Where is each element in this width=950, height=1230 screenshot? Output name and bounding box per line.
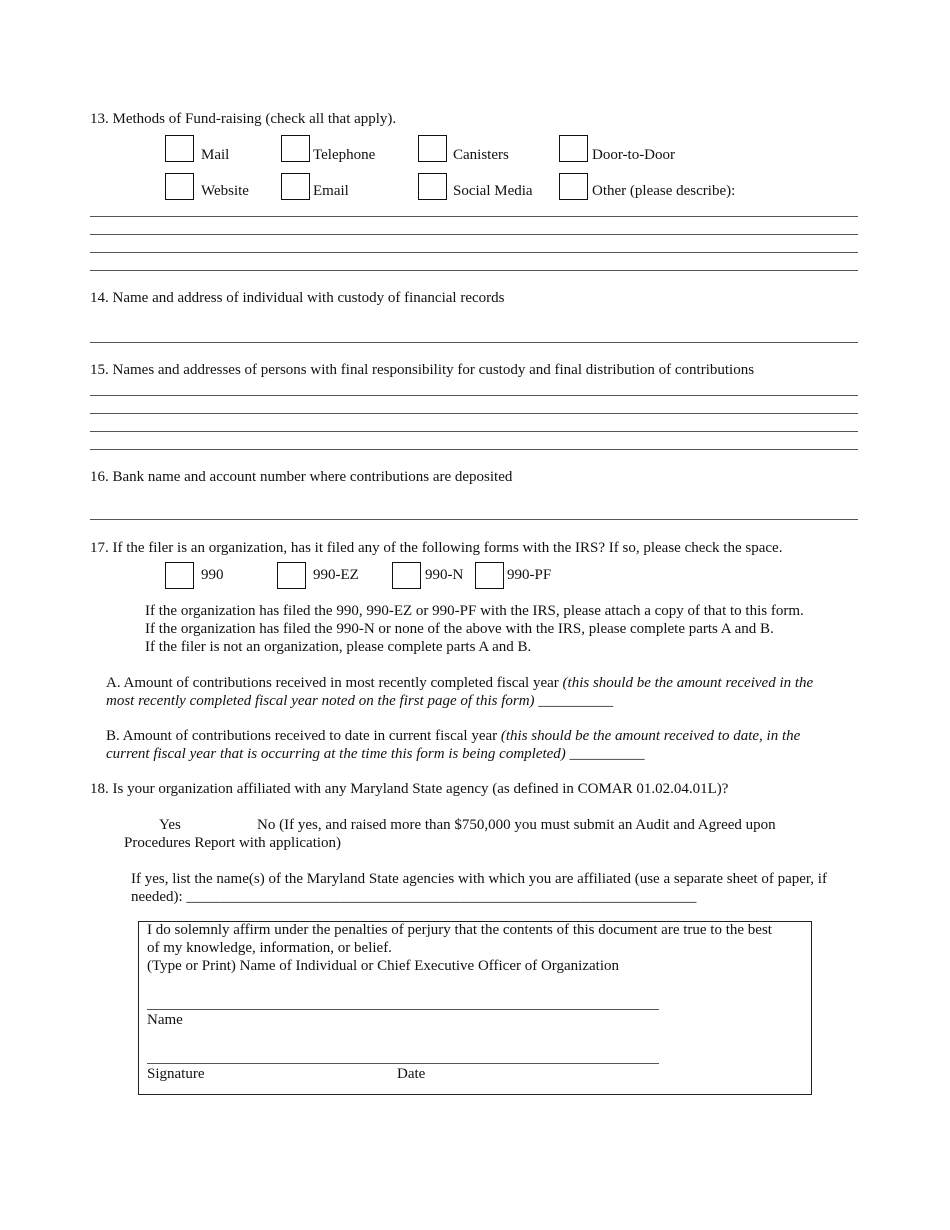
yes-option[interactable]: Yes [159,817,181,833]
website-label: Website [201,183,249,199]
form-990-checkbox[interactable] [165,562,194,589]
part-b-amount-blank[interactable]: __________ [565,746,645,762]
name-label: Name [147,1012,183,1028]
other-checkbox[interactable] [559,173,588,200]
q17-note: If the filer is not an organization, please complete parts A and B. [145,639,532,655]
q18-list-instruction: If yes, list the name(s) of the Maryland State agencies with which you are affiliated (use a separate sheet of paper, if [131,871,827,887]
signature-line[interactable] [147,1063,659,1064]
form-990-pf-label: 990-PF [507,567,552,583]
mail-label: Mail [201,147,230,163]
q13-answer-line[interactable] [90,216,858,217]
social-media-label: Social Media [453,183,533,199]
part-b-text: B. Amount of contributions received to date in current fiscal year [106,728,501,744]
part-b-line2 [106,746,645,763]
mail-checkbox[interactable] [165,135,194,162]
no-option[interactable]: No (If yes, and raised more than $750,000 you must submit an Audit and Agreed upon [257,817,776,833]
part-a-line2 [106,693,613,710]
form-990-n-checkbox[interactable] [392,562,421,589]
part-b-line1 [106,728,800,745]
part-b-italic: current fiscal year that is occurring at the time this form is being completed) [106,746,566,762]
door-to-door-label: Door-to-Door [592,147,676,163]
q15-answer-line[interactable] [90,449,858,450]
affirmation-text: I do solemnly affirm under the penalties of perjury that the contents of this document are true to the best [147,922,772,938]
q16-answer-line[interactable] [90,519,858,520]
no-option-continued: Procedures Report with application) [124,835,342,851]
q13-answer-line[interactable] [90,252,858,253]
canisters-checkbox[interactable] [418,135,447,162]
affirmation-text: of my knowledge, information, or belief. [147,940,392,956]
q17-label: 17. If the filer is an organization, has it filed any of the following forms with the IRS? If so, please check the space. [90,540,783,556]
form-990-label: 990 [201,567,224,583]
q18-label: 18. Is your organization affiliated with any Maryland State agency (as defined in COMAR 01.02.04.01L)? [90,781,729,797]
q17-note: If the organization has filed the 990, 990-EZ or 990-PF with the IRS, please attach a copy of that to this form. [145,603,804,619]
q13-answer-line[interactable] [90,234,858,235]
form-990-pf-checkbox[interactable] [475,562,504,589]
q18-list-blank[interactable]: needed): ____________________________________________________________________ [131,889,697,905]
q13-label: 13. Methods of Fund-raising (check all that apply). [90,111,397,127]
q15-label: 15. Names and addresses of persons with final responsibility for custody and final distribution of contributions [90,362,755,378]
website-checkbox[interactable] [165,173,194,200]
part-a-italic: (this should be the amount received in the [562,675,814,691]
q14-answer-line[interactable] [90,342,858,343]
telephone-checkbox[interactable] [281,135,310,162]
date-label: Date [397,1066,426,1082]
part-a-amount-blank[interactable]: __________ [534,693,614,709]
door-to-door-checkbox[interactable] [559,135,588,162]
email-checkbox[interactable] [281,173,310,200]
part-a-text: A. Amount of contributions received in most recently completed fiscal year [106,675,563,691]
part-a-line1 [106,675,813,692]
signature-label: Signature [147,1066,205,1082]
form-990-ez-checkbox[interactable] [277,562,306,589]
q15-answer-line[interactable] [90,431,858,432]
q13-answer-line[interactable] [90,270,858,271]
part-a-italic: most recently completed fiscal year noted on the first page of this form) [106,693,535,709]
affirmation-text: (Type or Print) Name of Individual or Chief Executive Officer of Organization [147,958,619,974]
form-990-n-label: 990-N [425,567,464,583]
telephone-label: Telephone [313,147,376,163]
q15-answer-line[interactable] [90,413,858,414]
part-b-italic: (this should be the amount received to date, in the [500,728,801,744]
name-line[interactable] [147,1009,659,1010]
q17-note: If the organization has filed the 990-N or none of the above with the IRS, please complete parts A and B. [145,621,774,637]
q15-answer-line[interactable] [90,395,858,396]
canisters-label: Canisters [453,147,509,163]
email-label: Email [313,183,349,199]
form-990-ez-label: 990-EZ [313,567,359,583]
social-media-checkbox[interactable] [418,173,447,200]
other-label: Other (please describe): [592,183,736,199]
q14-label: 14. Name and address of individual with custody of financial records [90,290,505,306]
q16-label: 16. Bank name and account number where contributions are deposited [90,469,513,485]
